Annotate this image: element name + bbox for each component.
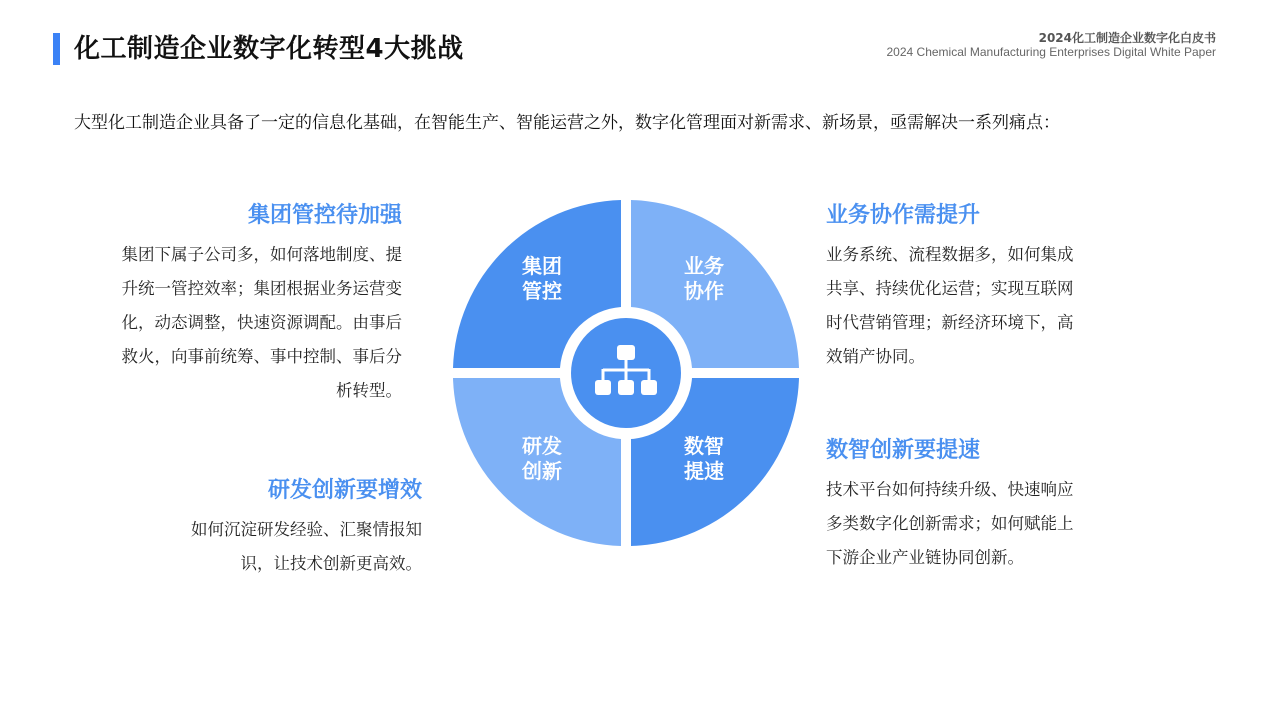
challenge-body [150, 513, 422, 581]
body-line: 下游企业产业链协同创新。 [826, 548, 1024, 567]
body-line: 如何沉淀研发经验、汇聚情报知 [191, 520, 422, 539]
challenge-body [80, 238, 402, 408]
page-title: 化工制造企业数字化转型4大挑战 [74, 34, 464, 64]
body-line: 集团下属子公司多，如何落地制度、提 [121, 245, 402, 264]
quadrant-diagram [450, 197, 802, 549]
body-line: 升统一管控效率；集团根据业务运营变 [121, 279, 402, 298]
brand-title-en: 2024 Chemical Manufacturing Enterprises Digital White Paper [886, 45, 1216, 59]
challenge-business-collab [826, 200, 1116, 374]
body-line: 业务系统、流程数据多，如何集成 [826, 245, 1074, 264]
segment-label-line: 协作 [684, 279, 724, 303]
segment-label-line: 数智 [684, 434, 724, 458]
body-line: 共享、持续优化运营；实现互联网 [826, 279, 1074, 298]
segment-label-digital-intelligence [669, 434, 739, 484]
body-line: 技术平台如何持续升级、快速响应 [826, 480, 1074, 499]
body-line: 效销产协同。 [826, 347, 925, 366]
challenge-heading: 业务协作需提升 [826, 203, 981, 228]
segment-label-line: 集团 [522, 254, 562, 278]
challenge-group-control [80, 200, 402, 408]
brand-title-cn: 2024化工制造企业数字化白皮书 [1038, 31, 1216, 45]
body-line: 救火，向事前统筹、事中控制、事后分 [121, 347, 402, 366]
segment-label-rd-innovation [507, 434, 577, 484]
body-line: 识，让技术创新更高效。 [240, 554, 422, 573]
segment-label-group-control [507, 254, 577, 304]
body-line: 时代营销管理；新经济环境下，高 [826, 313, 1074, 332]
body-line: 多类数字化创新需求；如何赋能上 [826, 514, 1074, 533]
segment-label-line: 创新 [522, 459, 562, 483]
segment-label-line: 管控 [522, 279, 562, 303]
challenge-body [826, 473, 1116, 575]
title-accent-bar [53, 33, 60, 65]
challenge-digital-intelligence [826, 435, 1116, 575]
segment-label-line: 业务 [684, 254, 724, 278]
challenge-heading: 数智创新要提速 [826, 438, 981, 463]
challenge-body [826, 238, 1116, 374]
body-line: 析转型。 [336, 381, 402, 400]
segment-label-business-collab [669, 254, 739, 304]
segment-label-line: 提速 [684, 459, 724, 483]
body-line: 化，动态调整，快速资源调配。由事后 [121, 313, 402, 332]
challenge-rd-innovation [150, 475, 422, 581]
challenge-heading: 集团管控待加强 [247, 203, 402, 228]
segment-label-line: 研发 [522, 434, 562, 458]
intro-text: 大型化工制造企业具备了一定的信息化基础，在智能生产、智能运营之外，数字化管理面对新需求、新场景，亟需解决一系列痛点： [74, 113, 1060, 133]
challenge-heading: 研发创新要增效 [267, 478, 422, 503]
